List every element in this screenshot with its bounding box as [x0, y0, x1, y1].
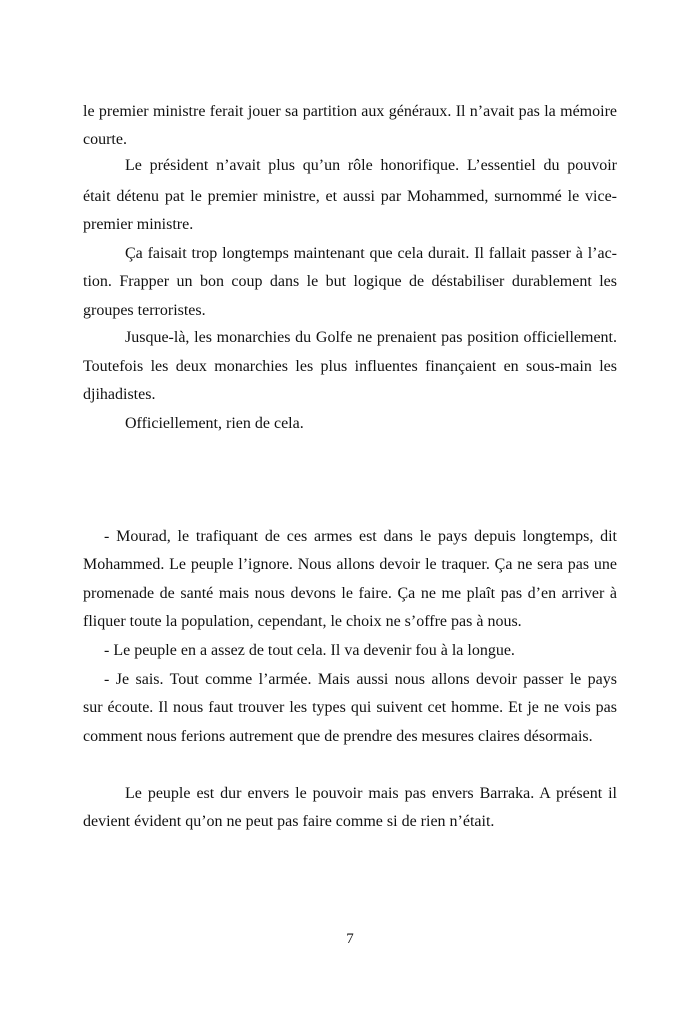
text-line: courte. — [83, 131, 127, 148]
text-line: Le président n’avait plus qu’un rôle honorifique. L’essentiel du pouvoir — [125, 157, 617, 174]
dialogue-line: Mohammed. Le peuple l’ignore. Nous allons devoir le traquer. Ça ne sera pas une — [83, 556, 617, 573]
dialogue-line: fliquer toute la population, cependant, le choix ne s’offre pas à nous. — [83, 613, 522, 630]
text-line: premier ministre. — [83, 216, 194, 233]
text-line: Toutefois les deux monarchies les plus influentes finançaient en sous-main les — [83, 358, 617, 375]
text-line: Le peuple est dur envers le pouvoir mais pas envers Barraka. A présent il — [125, 785, 617, 802]
dialogue-line: - Mourad, le trafiquant de ces armes est dans le pays depuis longtemps, dit — [104, 528, 617, 545]
dialogue-line: sur écoute. Il nous faut trouver les types qui suivent cet homme. Et je ne vois pas — [83, 699, 617, 716]
dialogue-line: promenade de santé mais nous devons le faire. Ça ne me plaît pas d’en arriver à — [83, 585, 617, 602]
text-line: groupes terroristes. — [83, 302, 206, 319]
text-line: Ça faisait trop longtemps maintenant que cela durait. Il fallait passer à l’ac- — [125, 245, 617, 262]
text-line: Jusque-là, les monarchies du Golfe ne prenaient pas position officiellement. — [125, 329, 617, 346]
text-line: djihadistes. — [83, 386, 156, 403]
text-line: tion. Frapper un bon coup dans le but logique de déstabiliser durablement les — [83, 273, 617, 290]
dialogue-line: - Je sais. Tout comme l’armée. Mais aussi nous allons devoir passer le pays — [104, 671, 617, 688]
text-line: devient évident qu’on ne peut pas faire comme si de rien n’était. — [83, 813, 495, 830]
dialogue-line: - Le peuple en a assez de tout cela. Il va devenir fou à la longue. — [104, 642, 515, 659]
text-line: était détenu pat le premier ministre, et aussi par Mohammed, surnommé le vice- — [83, 188, 617, 205]
text-line: Officiellement, rien de cela. — [125, 415, 304, 432]
text-line: le premier ministre ferait jouer sa partition aux généraux. Il n’avait pas la mémoire — [83, 103, 617, 120]
page-number: 7 — [346, 931, 354, 947]
dialogue-line: comment nous ferions autrement que de prendre des mesures claires désormais. — [83, 728, 593, 745]
